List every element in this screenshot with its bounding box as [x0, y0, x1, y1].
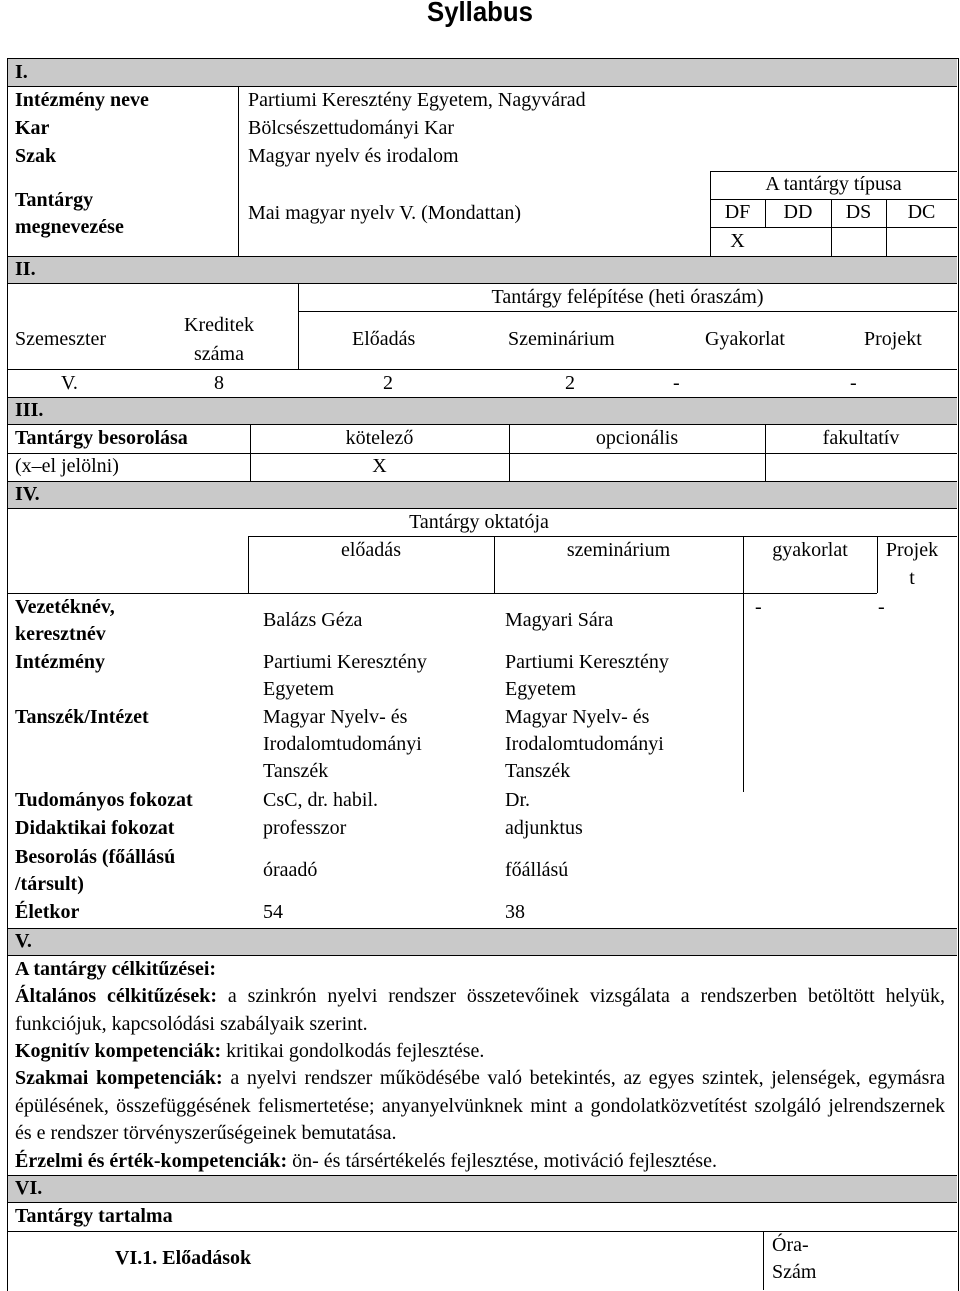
- option-mandatory: kötelező: [345, 427, 414, 449]
- professional-paragraph: [15, 1065, 945, 1148]
- section-1-band: [8, 59, 957, 86]
- structure-header: Tantárgy felépítése (heti óraszám): [491, 286, 764, 308]
- seminar-department: Magyar Nyelv- és: [505, 706, 650, 728]
- cognitive-label: Kognitív kompetenciák:: [15, 1040, 222, 1062]
- section-2-label: II.: [15, 258, 36, 280]
- faculty-value: Bölcsészettudományi Kar: [248, 117, 455, 139]
- faculty-label: Kar: [15, 117, 50, 139]
- type-mark: X: [730, 230, 745, 252]
- lecturer-department-2: Irodalomtudományi: [263, 733, 422, 755]
- teacher-col-project: Projek: [885, 539, 939, 561]
- grid-line: [7, 481, 957, 482]
- teacher-col-project-2: t: [909, 567, 915, 589]
- col-project: Projekt: [864, 328, 922, 350]
- section-1-label: I.: [15, 61, 28, 83]
- subject-label-2: megnevezése: [15, 216, 124, 238]
- type-df: DF: [724, 201, 751, 223]
- subject-value: Mai magyar nyelv V. (Mondattan): [248, 202, 522, 224]
- section-2-band: [8, 256, 957, 283]
- grid-line: [298, 311, 957, 312]
- seminar-institution: Partiumi Keresztény: [505, 651, 669, 673]
- col-practice: Gyakorlat: [705, 328, 785, 350]
- col-lecture: Előadás: [352, 328, 416, 350]
- seminar-hours-value: 2: [565, 372, 575, 394]
- teacher-col-seminar: szeminárium: [566, 539, 671, 561]
- project-hours-value: -: [850, 372, 857, 394]
- seminar-degree: Dr.: [505, 789, 530, 811]
- section-3-band: [8, 397, 957, 424]
- grid-line: [7, 369, 957, 370]
- emotional-text: ön- és társértékelés fejlesztése, motiváció fejlesztése.: [287, 1150, 717, 1172]
- semester-label: Szemeszter: [15, 328, 107, 350]
- credits-label: Kreditek: [184, 314, 254, 336]
- lecturer-department-3: Tanszék: [263, 760, 329, 782]
- lecturer-degree: CsC, dr. habil.: [263, 789, 379, 811]
- lecturer-age: 54: [263, 901, 283, 923]
- teacher-col-practice: gyakorlat: [772, 539, 848, 561]
- hours-label: Óra-: [772, 1234, 809, 1256]
- practice-teacher-name: -: [755, 596, 762, 618]
- seminar-age: 38: [505, 901, 525, 923]
- employment-row-label-2: /társult): [15, 873, 84, 895]
- name-label-2: keresztnév: [15, 623, 106, 645]
- lecturer-department: Magyar Nyelv- és: [263, 706, 408, 728]
- lecturer-employment: óraadó: [263, 859, 318, 881]
- professional-text: a nyelvi rendszer működésébe való betekintés, az egyes szintek, jelenségek, egymásra épülésének, összefüggésének felismertetése; anyanyelvünknek mint a gondolatközvetítést szolgáló jelrendszernek és e rendszer törvényszerűségeinek bemutatása.: [15, 1067, 945, 1144]
- name-label: Vezetéknév,: [15, 596, 115, 618]
- institution-value: Partiumi Keresztény Egyetem, Nagyvárad: [248, 89, 586, 111]
- section-3-label: III.: [15, 399, 44, 421]
- rank-row-label: Didaktikai fokozat: [15, 817, 175, 839]
- seminar-institution-2: Egyetem: [505, 678, 577, 700]
- teacher-header: Tantárgy oktatója: [409, 511, 549, 533]
- subject-type-header: A tantárgy típusa: [765, 173, 902, 195]
- practice-hours-value: -: [673, 372, 680, 394]
- lectures-heading: VI.1. Előadások: [115, 1247, 252, 1269]
- subject-label: Tantárgy: [15, 189, 94, 211]
- col-seminar: Szeminárium: [508, 328, 615, 350]
- hours-label-2: Szám: [772, 1261, 817, 1283]
- general-goals-paragraph: [15, 983, 945, 1038]
- section-6-label: VI.: [15, 1177, 43, 1199]
- grid-line: [763, 1231, 764, 1290]
- emotional-paragraph: [15, 1148, 945, 1176]
- lecturer-rank: professzor: [263, 817, 347, 839]
- seminar-department-3: Tanszék: [505, 760, 571, 782]
- semester-value: V.: [61, 372, 78, 394]
- lecturer-institution-2: Egyetem: [263, 678, 335, 700]
- grid-line: [7, 397, 957, 398]
- age-row-label: Életkor: [15, 901, 80, 923]
- grid-line: [7, 593, 877, 594]
- classification-mark: X: [372, 455, 387, 477]
- teacher-col-lecture: előadás: [341, 539, 401, 561]
- institution-label: Intézmény neve: [15, 89, 149, 111]
- option-optional: opcionális: [595, 427, 679, 449]
- seminar-employment: főállású: [505, 859, 569, 881]
- grid-line: [7, 256, 957, 257]
- professional-label: Szakmai kompetenciák:: [15, 1067, 223, 1089]
- classification-label: Tantárgy besorolása: [15, 427, 188, 449]
- type-ds: DS: [845, 201, 872, 223]
- grid-line: [7, 928, 957, 929]
- mark-instruction: (x–el jelölni): [15, 455, 119, 477]
- credits-value: 8: [214, 372, 224, 394]
- cognitive-text: kritikai gondolkodás fejlesztése.: [221, 1040, 485, 1062]
- seminar-department-2: Irodalomtudományi: [505, 733, 664, 755]
- major-label: Szak: [15, 145, 57, 167]
- type-dd: DD: [783, 201, 813, 223]
- employment-row-label: Besorolás (főállású: [15, 846, 176, 868]
- section-4-band: [8, 481, 957, 508]
- page-title: Syllabus: [427, 0, 533, 27]
- lecturer-institution: Partiumi Keresztény: [263, 651, 427, 673]
- institution-row-label: Intézmény: [15, 651, 105, 673]
- grid-line: [743, 536, 744, 792]
- general-goals-text: a szinkrón nyelvi rendszer összetevőinek vizsgálata a rendszerben betöltött helyük, funkciójuk, kapcsolódási szabályaik szerint.: [15, 985, 946, 1035]
- department-row-label: Tanszék/Intézet: [15, 706, 149, 728]
- content-title: Tantárgy tartalma: [15, 1205, 173, 1227]
- degree-row-label: Tudományos fokozat: [15, 789, 193, 811]
- general-goals-label: Általános célkitűzések:: [15, 985, 217, 1007]
- section-5-band: [8, 928, 957, 955]
- option-facultative: fakultatív: [822, 427, 900, 449]
- section-4-label: IV.: [15, 483, 40, 505]
- section-5-label: V.: [15, 930, 32, 952]
- emotional-label: Érzelmi és érték-kompetenciák:: [15, 1150, 288, 1172]
- project-teacher-name: -: [878, 596, 885, 618]
- seminar-teacher-name: Magyari Sára: [505, 609, 614, 631]
- lecture-hours-value: 2: [383, 372, 393, 394]
- cognitive-paragraph: [15, 1038, 945, 1066]
- section-6-band: [8, 1175, 957, 1202]
- credits-label-2: száma: [194, 343, 244, 365]
- grid-line: [238, 86, 239, 256]
- type-dc: DC: [907, 201, 936, 223]
- lecturer-name: Balázs Géza: [263, 609, 363, 631]
- goals-title: A tantárgy célkitűzései:: [15, 958, 217, 980]
- major-value: Magyar nyelv és irodalom: [248, 145, 459, 167]
- seminar-rank: adjunktus: [505, 817, 583, 839]
- grid-line: [7, 1231, 957, 1232]
